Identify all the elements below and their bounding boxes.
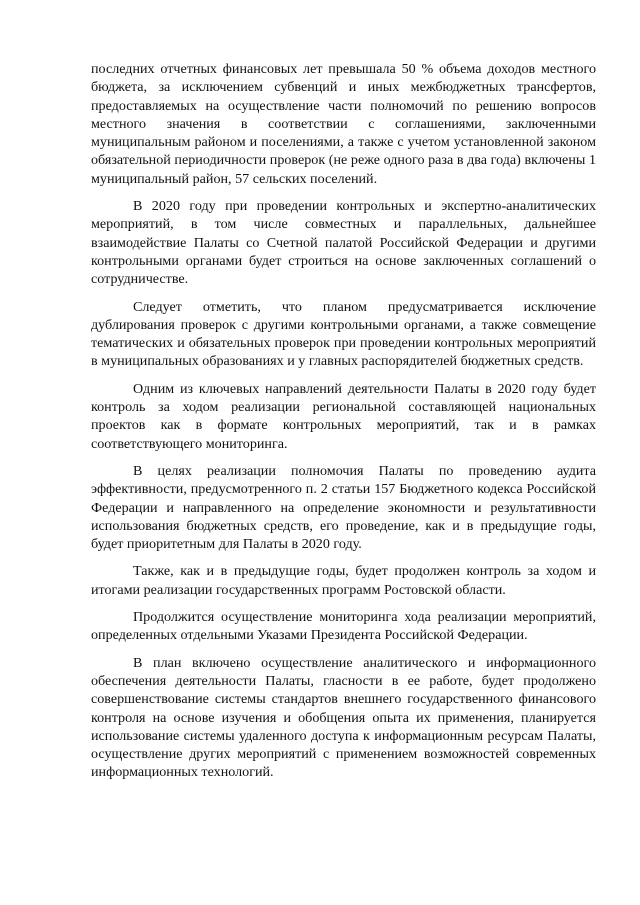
- paragraph-1: последних отчетных финансовых лет превышала 50 % объема доходов местного бюджета, за исключением субвенций и иных межбюджетных трансфертов, предоставляемых на осуществление части полномочий по решению вопросов местного значения в соответствии с соглашениями, заключенными муниципальным районом и поселениями, а также с учетом установленной законом обязательной периодичности проверок (не реже одного раза в два года) включены 1 муниципальный район, 57 сельских поселений.: [91, 61, 596, 187]
- paragraph-8: В план включено осуществление аналитического и информационного обеспечения деятельности Палаты, гласности в ее работе, будет продолжено совершенствование системы стандартов внешнего государственного финансового контроля на основе изучения и обобщения опыта их применения, планируется использование системы удаленного доступа к информационным ресурсам Палаты, осуществление других мероприятий с применением возможностей современных информационных технологий.: [91, 654, 596, 781]
- paragraph-2: В 2020 году при проведении контрольных и экспертно-аналитических мероприятий, в том числе совместных и параллельных, дальнейшее взаимодействие Палаты со Счетной палатой Российской Федерации и другими контрольными органами будет строиться на основе заключенных соглашений о сотрудничестве.: [91, 198, 596, 288]
- paragraph-3: Следует отметить, что планом предусматривается исключение дублирования проверок с другими контрольными органами, а также совмещение тематических и обязательных проверок при проведении контрольных мероприятий в муниципальных образованиях и у главных распорядителей бюджетных средств.: [91, 298, 596, 370]
- paragraph-5: В целях реализации полномочия Палаты по проведению аудита эффективности, предусмотренного п. 2 статьи 157 Бюджетного кодекса Российской Федерации и направленного на определение экономности и результативности использования бюджетных средств, его проведение, как и в предыдущие годы, будет приоритетным для Палаты в 2020 году.: [91, 462, 596, 553]
- paragraph-4: Одним из ключевых направлений деятельности Палаты в 2020 году будет контроль за ходом реализации региональной составляющей национальных проектов как в формате контрольных мероприятий, так и в рамках соответствующего мониторинга.: [91, 380, 596, 452]
- document-page: [91, 60, 596, 791]
- paragraph-7: Продолжится осуществление мониторинга хода реализации мероприятий, определенных отдельными Указами Президента Российской Федерации.: [91, 609, 596, 644]
- paragraph-6: Также, как и в предыдущие годы, будет продолжен контроль за ходом и итогами реализации государственных программ Ростовской области.: [91, 563, 596, 598]
